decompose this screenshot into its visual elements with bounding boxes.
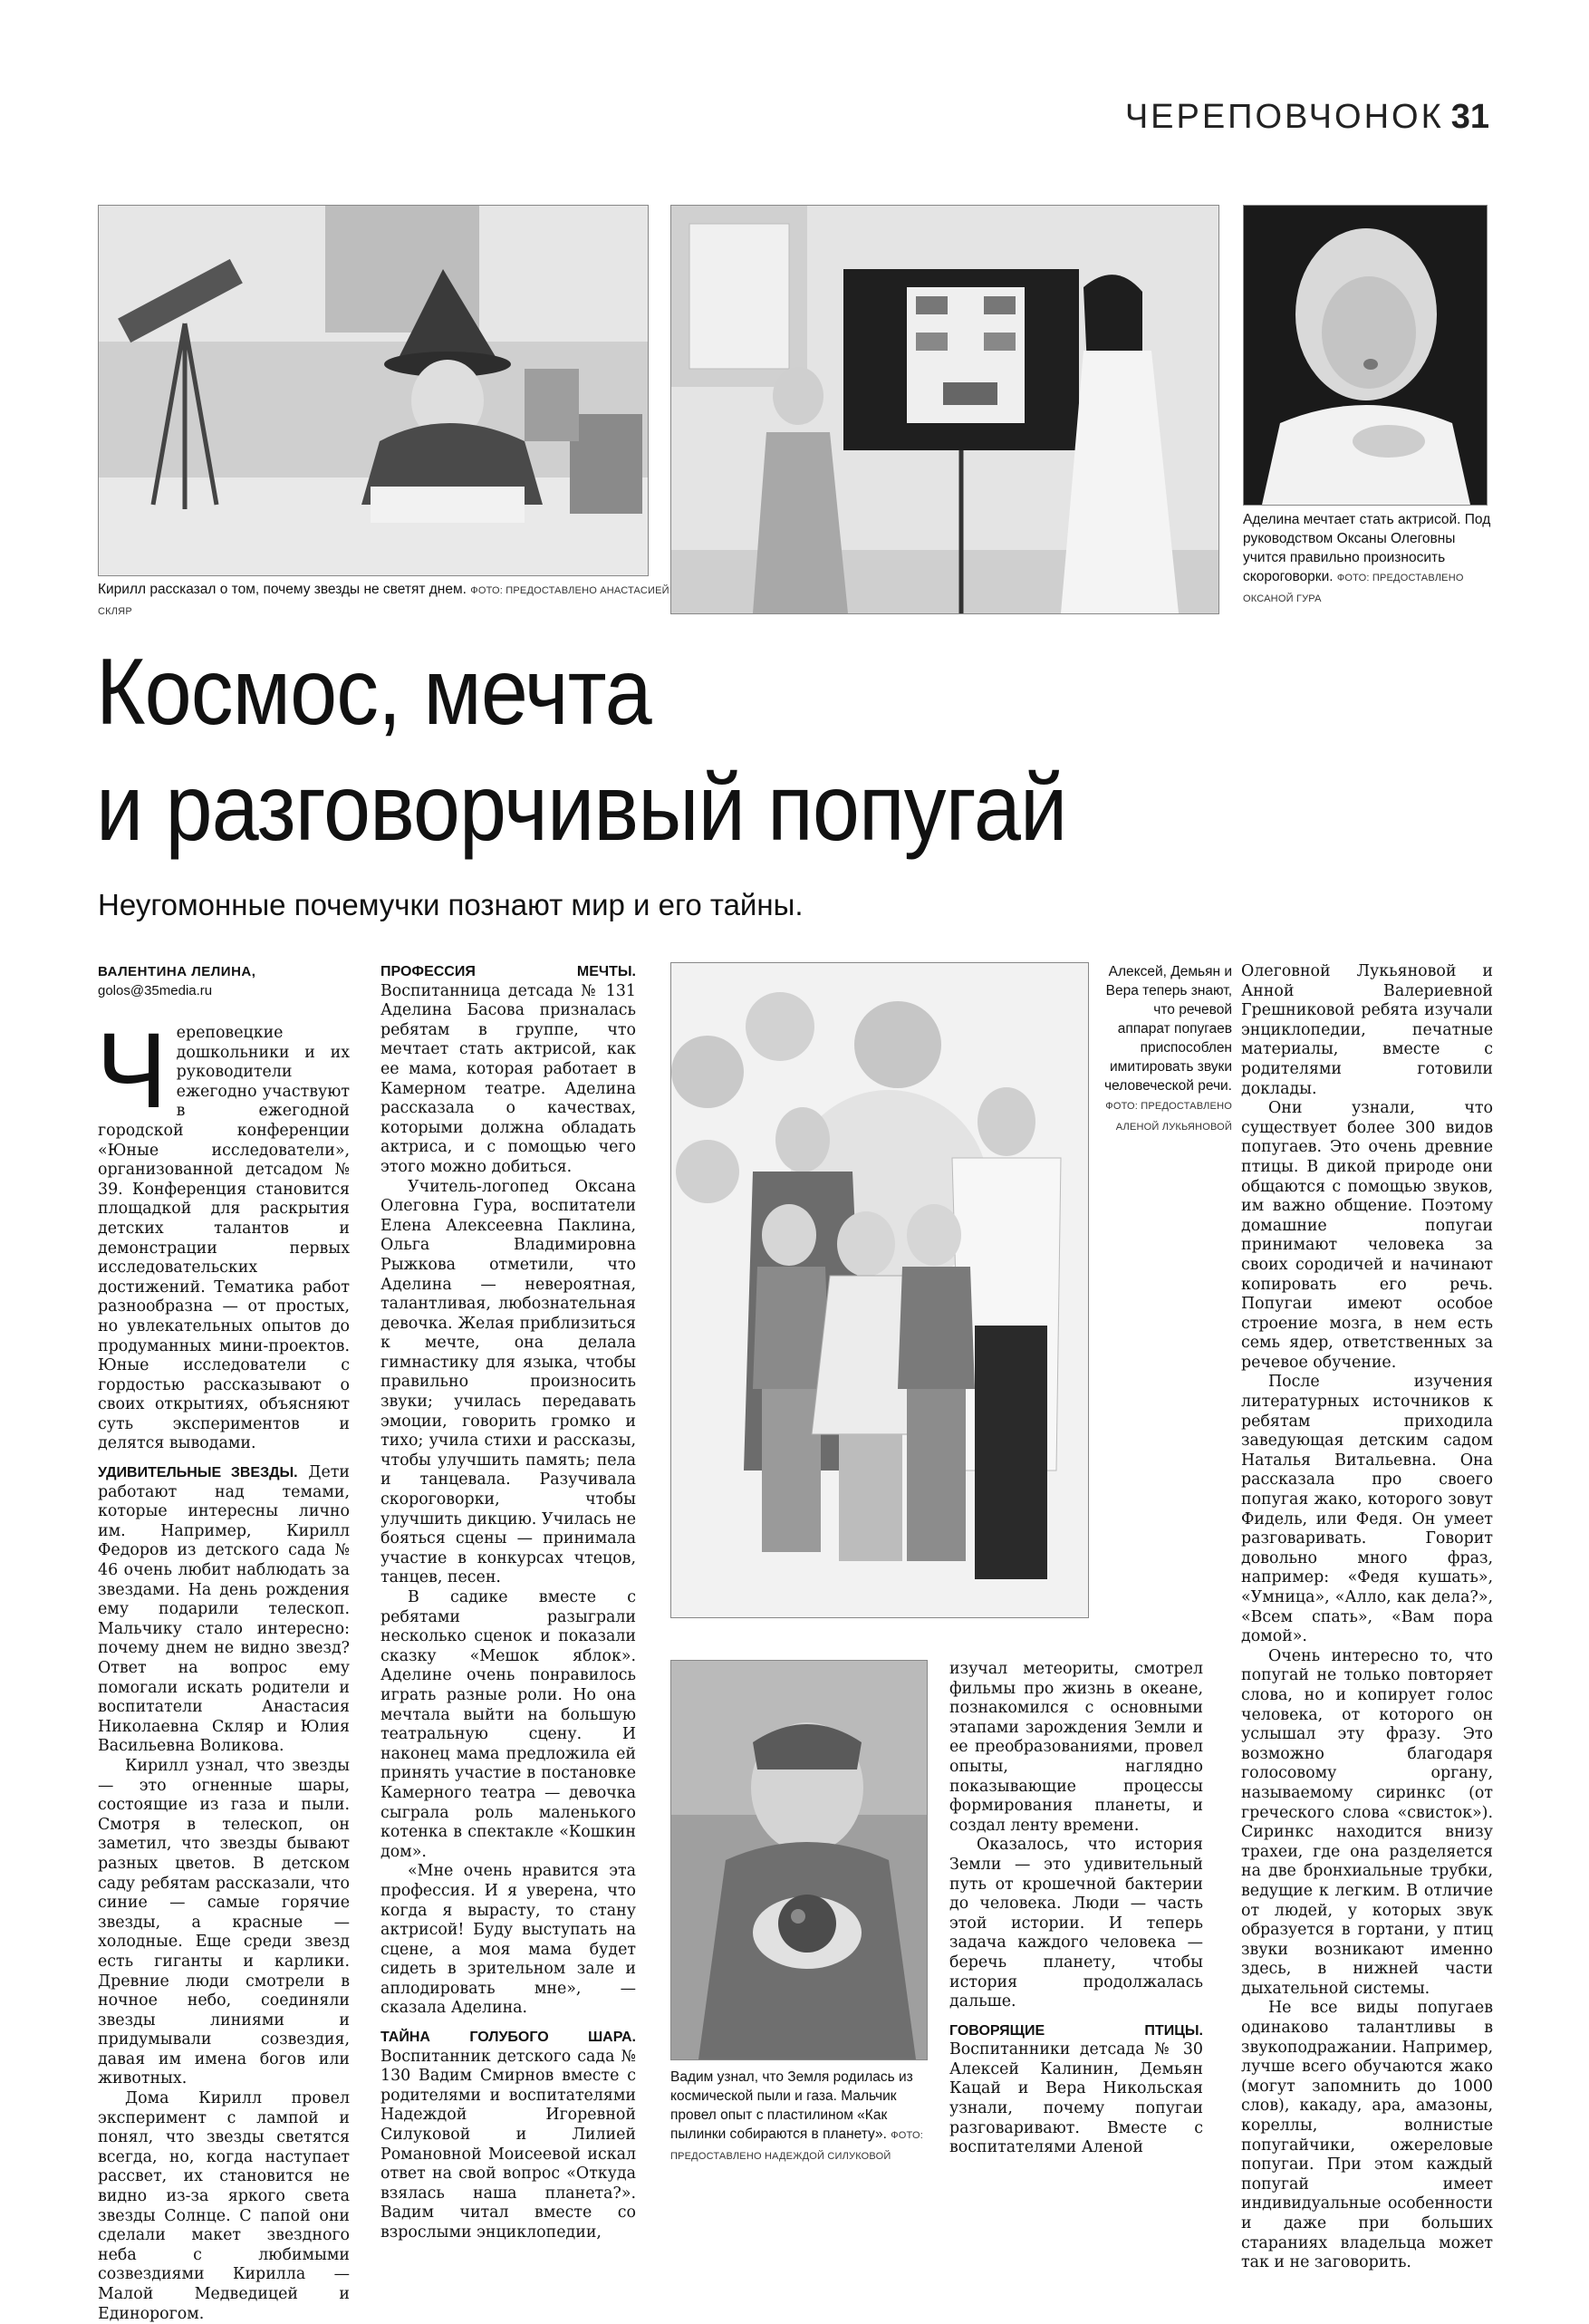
paragraph — [96, 1011, 350, 1454]
photo-planet-boy — [670, 1660, 928, 2060]
photo-credit: ФОТО: ПРЕДОСТАВЛЕНО АНАСТАСИЕЙ СКЛЯР — [98, 585, 669, 617]
paragraph: Не все виды попугаев одинаково талантливы в звукоподражании. Например, лучше всего обучаются жако (могут запомнить до 1000 слов), какаду, ара, амазоны, кореллы, волнистые попугайчики, ожереловые попугаи. При этом каждый попугай имеет индивидуальные особенности и даже при больших стараниях владельца может так и не заговорить. — [1241, 1999, 1493, 2272]
paragraph — [380, 962, 636, 1178]
article-column-4 — [1241, 962, 1493, 2273]
photo-planet-boy-caption — [670, 2068, 933, 2166]
caption-text: Аделина мечтает стать актрисой. Под руководством Оксаны Олеговны учится правильно произносить скороговорки. — [1243, 512, 1491, 584]
headline — [96, 634, 1237, 866]
byline — [98, 962, 350, 1000]
paragraph-text: Воспитанница детсада № 131 Аделина Басова призналась ребятам в группе, что мечтает стать актрисой, как ее мама, которая работает в Камерном театре. Аделина рассказала о качествах, которыми должна обладать актриса, и с помощью чего этого можно добиться. — [380, 981, 636, 1176]
article-column-3 — [949, 1660, 1203, 2158]
paragraph — [949, 2021, 1203, 2158]
paragraph — [380, 2028, 636, 2243]
photo-telescope-boy-caption — [98, 580, 678, 622]
photo-telescope-boy — [98, 205, 649, 576]
paragraph: Оказалось, что история Земли — это удивительный путь от крошечной бактерии до человека. Люди — часть этой истории. И теперь задача каждого человека — беречь планету, чтобы история продолжалась дальше. — [949, 1836, 1203, 2011]
paragraph: После изучения литературных источников к ребятам приходила заведующая детским садом Наталья Витальевна. Она рассказала про своего попугая жако, которого зовут Фидель, или Федя. Он умеет разговаривать. Говорит довольно много фраз, например: «Федя кушать», «Умница», «Алло, как дела?», «Всем спать», «Вам пора домой». — [1241, 1373, 1493, 1646]
paragraph-text: Дети работают над темами, которые интересны лично им. Например, Кирилл Федоров из детского сада № 46 очень любит наблюдать за звездами. На день рождения ему подарили телескоп. Мальчику стало интересно: почему днем не видно звезд? Ответ на вопрос ему помогали искать родители и воспитатели Анастасия Николаевна Скляр и Юлия Васильевна Воликова. — [98, 1463, 350, 1756]
author-name: ВАЛЕНТИНА ЛЕЛИНА, — [98, 964, 256, 979]
lead-subtitle: Неугомонные почемучки познают мир и его тайны. — [98, 888, 804, 921]
photo-group-caption — [1103, 962, 1232, 1137]
headline-line-2: и разговорчивый попугай — [96, 756, 1067, 861]
photo-girl-portrait-image — [1244, 206, 1487, 505]
paragraph-text: Воспитанники детсада № 30 Алексей Калинин, Демьян Кацай и Вера Никольская узнали, почему попугаи разговаривают. Вместе с воспитателями Аленой — [949, 2040, 1203, 2157]
photo-group-image — [671, 963, 1088, 1617]
section-heading: УДИВИТЕЛЬНЫЕ ЗВЕЗДЫ. — [98, 1465, 298, 1481]
photo-planet-boy-image — [671, 1661, 927, 2059]
photo-girl-portrait-caption — [1243, 510, 1497, 609]
page-header — [1125, 98, 1489, 137]
section-heading: ПРОФЕССИЯ МЕЧТЫ. — [380, 964, 636, 979]
paragraph: Учитель-логопед Оксана Олеговна Гура, воспитатели Елена Алексеевна Паклина, Ольга Владимировна Рыжкова отметили, что Аделина — невероятная, талантливая, любознательная девочка. Желая приблизиться к мечте, она делала гимнастику для языка, чтобы правильно произносить звуки; училась передавать эмоции, говорить громко и тихо; учила стихи и рассказы, чтобы улучшить память; пела и танцевала. Разучивала скороговорки, чтобы улучшить дикцию. Училась не бояться сцены — принимала участие в конкурсах чтецов, танцев, песен. — [380, 1177, 636, 1587]
caption-text: Алексей, Демьян и Вера теперь знают, что речевой аппарат попугаев приспособлен имитировать звуки человеческой речи. — [1104, 964, 1232, 1094]
paragraph: изучал метеориты, смотрел фильмы про жизнь в океане, познакомился с основными этапами зарождения Земли и ее преобразованиями, провел опыты, наглядно показывающие процессы формирования планеты, и создал ленту времени. — [949, 1660, 1203, 1835]
photo-group — [670, 962, 1089, 1618]
photo-credit: ФОТО: ПРЕДОСТАВЛЕНО НАДЕЖДОЙ СИЛУКОВОЙ — [670, 2130, 923, 2162]
photo-screen-lesson — [670, 205, 1219, 614]
caption-text: Кирилл рассказал о том, почему звезды не светят днем. — [98, 582, 467, 597]
headline-line-1: Космос, мечта — [96, 640, 651, 745]
photo-credit: ФОТО: ПРЕДОСТАВЛЕНО ОКСАНОЙ ГУРА — [1243, 573, 1464, 604]
photo-credit: ФОТО: ПРЕДОСТАВЛЕНО АЛЕНОЙ ЛУКЬЯНОВОЙ — [1105, 1101, 1232, 1133]
article-column-2 — [380, 962, 636, 2243]
section-heading: ТАЙНА ГОЛУБОГО ШАРА. — [380, 2030, 636, 2046]
paragraph: Олеговной Лукьяновой и Анной Валериевной Грешниковой ребята изучали энциклопедии, печатные материалы, вместе с родителями готовили доклады. — [1241, 962, 1493, 1098]
photo-girl-portrait — [1243, 205, 1488, 506]
paragraph: Дома Кирилл провел эксперимент с лампой и понял, что звезды светятся всегда, но, когда наступает рассвет, их становится не видно из-за яркого света звезды Солнце. С папой они сделали макет звездного неба с любимыми созвездиями Кирилла — Малой Медведицей и Единорогом. — [98, 2089, 350, 2323]
paragraph — [98, 1463, 350, 1757]
article-column-1 — [98, 962, 350, 2324]
section-title: ЧЕРЕПОВЧОНОК — [1124, 98, 1444, 136]
paragraph: Кирилл узнал, что звезды — это огненные шары, состоящие из газа и пыли. Смотря в телескоп, он заметил, что звезды бывают разных цветов. В детском саду ребятам рассказали, что синие — самые горячие звезды, а красные — холодные. Еще среди звезд есть гиганты и карлики. Древние люди смотрели в ночное небо, соединяли звезды линиями и придумывали созвездия, давая им имена богов или животных. — [98, 1756, 350, 2088]
photo-screen-lesson-image — [671, 206, 1218, 613]
caption-text: Вадим узнал, что Земля родилась из космической пыли и газа. Мальчик провел опыт с пластилином «Как пылинки собираются в планету». — [670, 2069, 913, 2142]
paragraph-text: Воспитанник детского сада № 130 Вадим Смирнов вместе с родителями и воспитателями Надеждой Игоревной Силуковой и Лилией Романовной Моисеевой искал ответ на свой вопрос «Откуда взялась наша планета?». Вадим читал вместе со взрослыми энциклопедии, — [380, 2047, 636, 2242]
section-heading: ГОВОРЯЩИЕ ПТИЦЫ. — [949, 2022, 1203, 2039]
paragraph: «Мне очень нравится эта профессия. И я уверена, что когда я вырасту, то стану актрисой! Буду выступать на сцене, а моя мама будет сидеть в зрительном зале и аплодировать мне», — сказала Аделина. — [380, 1862, 636, 2018]
paragraph: Очень интересно то, что попугай не только повторяет слова, но и копирует голос человека, от которого он услышал эту фразу. Это возможно благодаря голосовому органу, называемому сиринкс (от греческого слова «свисток»). Сиринкс находится внизу трахеи, где она разделяется на две бронхиальные трубки, ведущие к легким. В отличие от людей, у которых звук образуется в гортани, у птиц звуки возникают именно здесь, в нижней части дыхательной системы. — [1241, 1646, 1493, 1998]
paragraph-text: ереповецкие дошкольники и их руководители ежегодно участвуют в ежегодной городской конференции «Юные исследователи», организованной детсадом № 39. Конференция становится площадкой для раскрытия детских талантов и демонстрации первых исследовательских достижений. Тематика работ разнообразна — от простых, но увлекательных опытов до продуманных мини-проектов. Юные исследователи с гордостью рассказывают о своих открытиях, объясняют суть экспериментов и делятся выводами. — [98, 1024, 350, 1453]
photo-telescope-boy-image — [99, 206, 648, 575]
paragraph: В садике вместе с ребятами разыграли несколько сценок и показали сказку «Мешок яблок». Аделине очень понравилось играть разные роли. Но она мечтала выйти на большую театральную сцену. И наконец мама предложила ей принять участие в постановке Камерного театра — девочка сыграла роль маленького котенка в спектакле «Кошкин дом». — [380, 1588, 636, 1861]
drop-cap: Ч — [96, 1011, 168, 1131]
page-number: 31 — [1450, 98, 1489, 136]
paragraph: Они узнали, что существует более 300 видов попугаев. Это очень древние птицы. В дикой природе они общаются с помощью звуков, им важно общение. Поэтому домашние попугаи принимают человека за своих сородичей и начинают копировать его речь. Попугаи имеют особое строение мозга, в нем есть семь ядер, ответственных за речевое обучение. — [1241, 1099, 1493, 1372]
author-email: golos@35media.ru — [98, 983, 213, 998]
